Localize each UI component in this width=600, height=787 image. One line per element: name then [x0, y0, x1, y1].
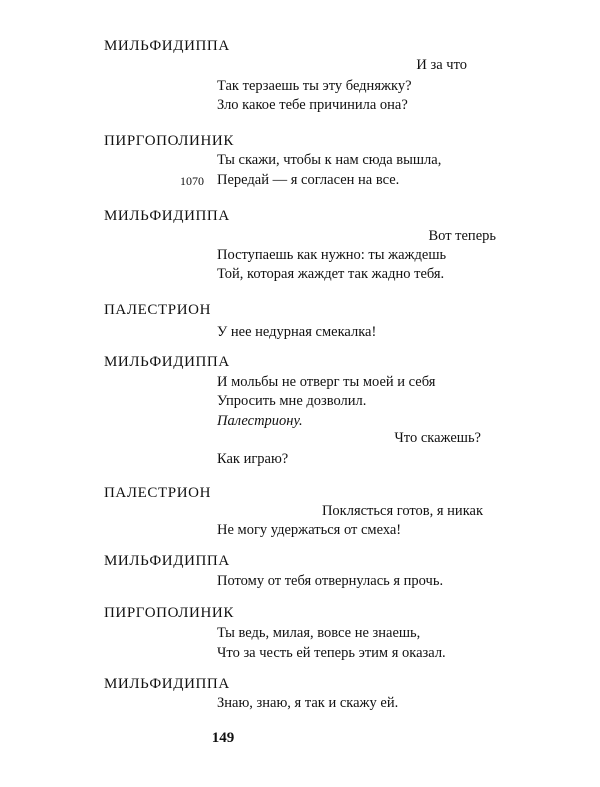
speaker-name: МИЛЬФИДИППА [104, 208, 230, 224]
verse-line: Зло какое тебе причинила она? [217, 97, 408, 113]
speaker-name: ПИРГОПОЛИНИК [104, 133, 234, 149]
speaker-name: МИЛЬФИДИППА [104, 354, 230, 370]
verse-line: Упросить мне дозволил. [217, 393, 367, 409]
speaker-name: ПАЛЕСТРИОН [104, 485, 212, 501]
verse-line: Что скажешь? [394, 430, 481, 446]
verse-line: Так терзаешь ты эту бедняжку? [217, 78, 412, 94]
stage-direction: Палестриону. [217, 413, 303, 429]
verse-line: И мольбы не отверг ты моей и себя [217, 374, 436, 390]
speaker-name: МИЛЬФИДИППА [104, 38, 230, 54]
verse-line: Передай — я согласен на все. [217, 172, 400, 188]
speaker-name: МИЛЬФИДИППА [104, 676, 230, 692]
verse-line: И за что [416, 57, 467, 73]
page-number: 149 [211, 730, 235, 746]
verse-line: Поклясться готов, я никак [321, 503, 483, 519]
verse-line: Знаю, знаю, я так и скажу ей. [217, 695, 399, 711]
verse-line: Ты ведь, милая, вовсе не знаешь, [217, 625, 421, 641]
verse-line: Что за честь ей теперь этим я оказал. [217, 645, 446, 661]
verse-line: Вот теперь [428, 228, 496, 244]
verse-line: Потому от тебя отвернулась я прочь. [217, 573, 444, 589]
verse-line: Той, которая жаждет так жадно тебя. [217, 266, 445, 282]
speaker-name: ПИРГОПОЛИНИК [104, 605, 234, 621]
verse-line: Не могу удержаться от смеха! [217, 522, 402, 538]
speaker-name: ПАЛЕСТРИОН [104, 302, 212, 318]
verse-line: Ты скажи, чтобы к нам сюда вышла, [217, 152, 442, 168]
line-number: 1070 [180, 174, 204, 188]
verse-line: У нее недурная смекалка! [217, 324, 377, 340]
speaker-name: МИЛЬФИДИППА [104, 553, 230, 569]
verse-line: Как играю? [217, 451, 289, 467]
verse-line: Поступаешь как нужно: ты жаждешь [217, 247, 447, 263]
